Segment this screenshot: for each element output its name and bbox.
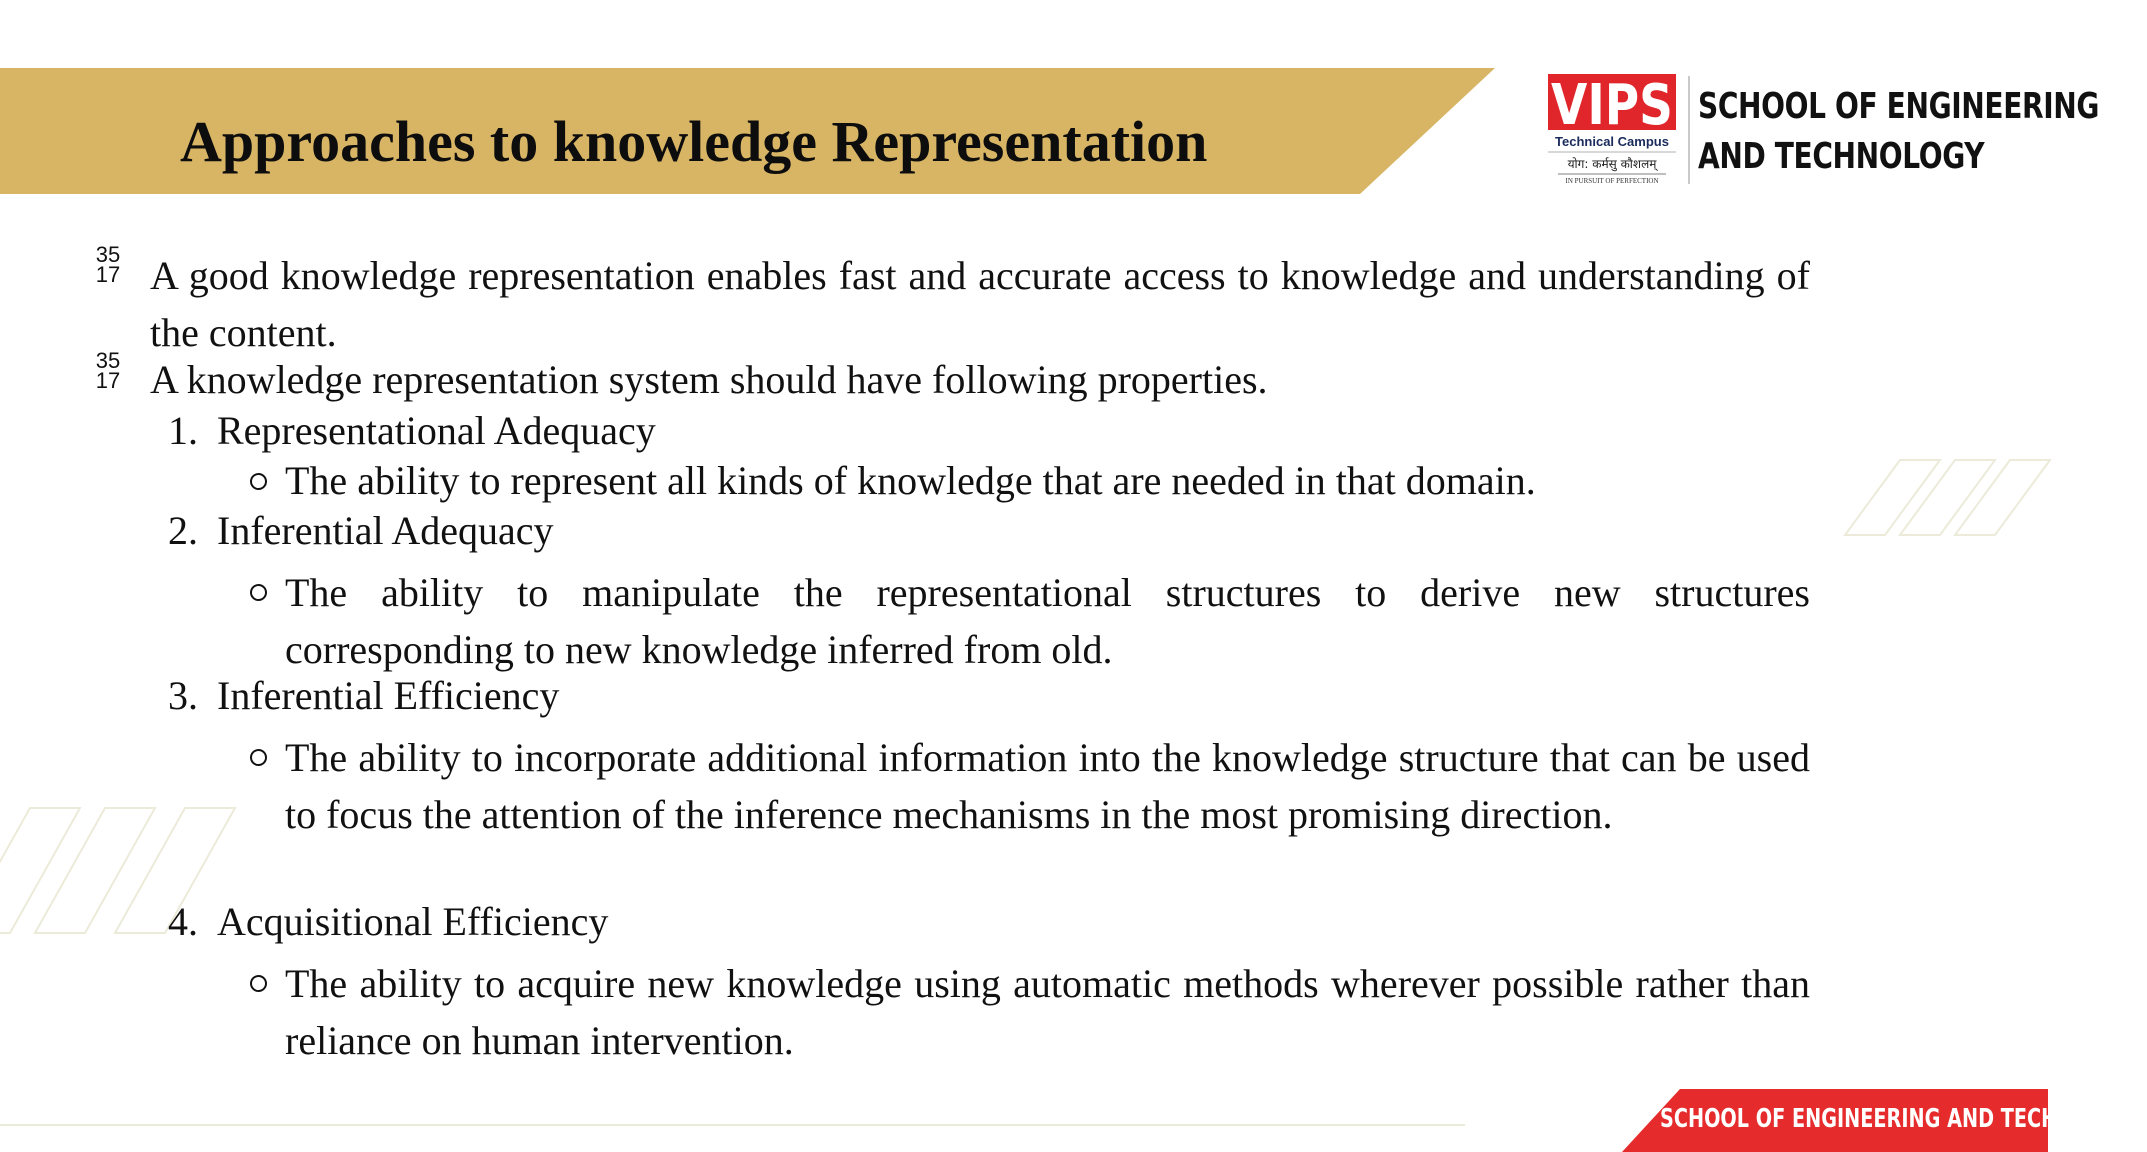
property-name: Acquisitional Efficiency [217,899,609,944]
property-name: Inferential Adequacy [217,508,554,553]
marker-top: 35 [95,242,121,267]
paragraph-marker [92,348,124,393]
property-number: 3. [168,673,198,718]
bottom-divider [0,1124,1465,1126]
bullet-circle [250,584,267,601]
svg-text:VIPS: VIPS [1551,73,1673,138]
paragraph-marker [92,242,124,287]
marker-bottom: 17 [95,368,121,393]
property-description: The ability to represent all kinds of knowledge that are needed in that domain. [285,458,1536,503]
property-description: The ability to manipulate the representational structures to derive new structures corresponding to new knowledge inferred from old. [285,570,1810,672]
bullet-circle [250,473,267,490]
svg-text:Technical Campus: Technical Campus [1555,134,1669,149]
svg-text:योग: कर्मसु कौशलम्: योग: कर्मसु कौशलम् [1567,157,1657,171]
bullet-circle [250,749,267,766]
property-description: The ability to acquire new knowledge using automatic methods wherever possible rather than reliance on human intervention. [285,961,1810,1063]
property-name: Representational Adequacy [217,408,656,453]
bullet-circle [250,975,267,992]
svg-text:IN PURSUIT OF PERFECTION: IN PURSUIT OF PERFECTION [1565,177,1659,185]
property-number: 2. [168,508,198,553]
marker-top: 35 [95,348,121,373]
marker-bottom: 17 [95,262,121,287]
intro-paragraph: A good knowledge representation enables fast and accurate access to knowledge and understanding of the content. [150,253,1810,355]
logo-divider [1688,76,1690,184]
property-name: Inferential Efficiency [217,673,560,718]
property-number: 1. [168,408,198,453]
decorative-stripes-right [1845,460,2048,538]
school-name-line2: AND TECHNOLOGY [1698,136,1985,177]
footer-school-name: SCHOOL OF ENGINEERING AND TECHNOLOGY [1660,1104,2147,1134]
intro-paragraph: A knowledge representation system should have following properties. [150,357,1268,402]
school-name-line1: SCHOOL OF ENGINEERING [1698,86,2100,127]
vips-logo [1548,74,1676,186]
property-description: The ability to incorporate additional information into the knowledge structure that can be used to focus the attention of the inference mechanisms in the most promising direction. [285,735,1810,837]
school-name [1698,82,2099,182]
page-title: Approaches to knowledge Representation [180,109,1208,174]
property-number: 4. [168,899,198,944]
